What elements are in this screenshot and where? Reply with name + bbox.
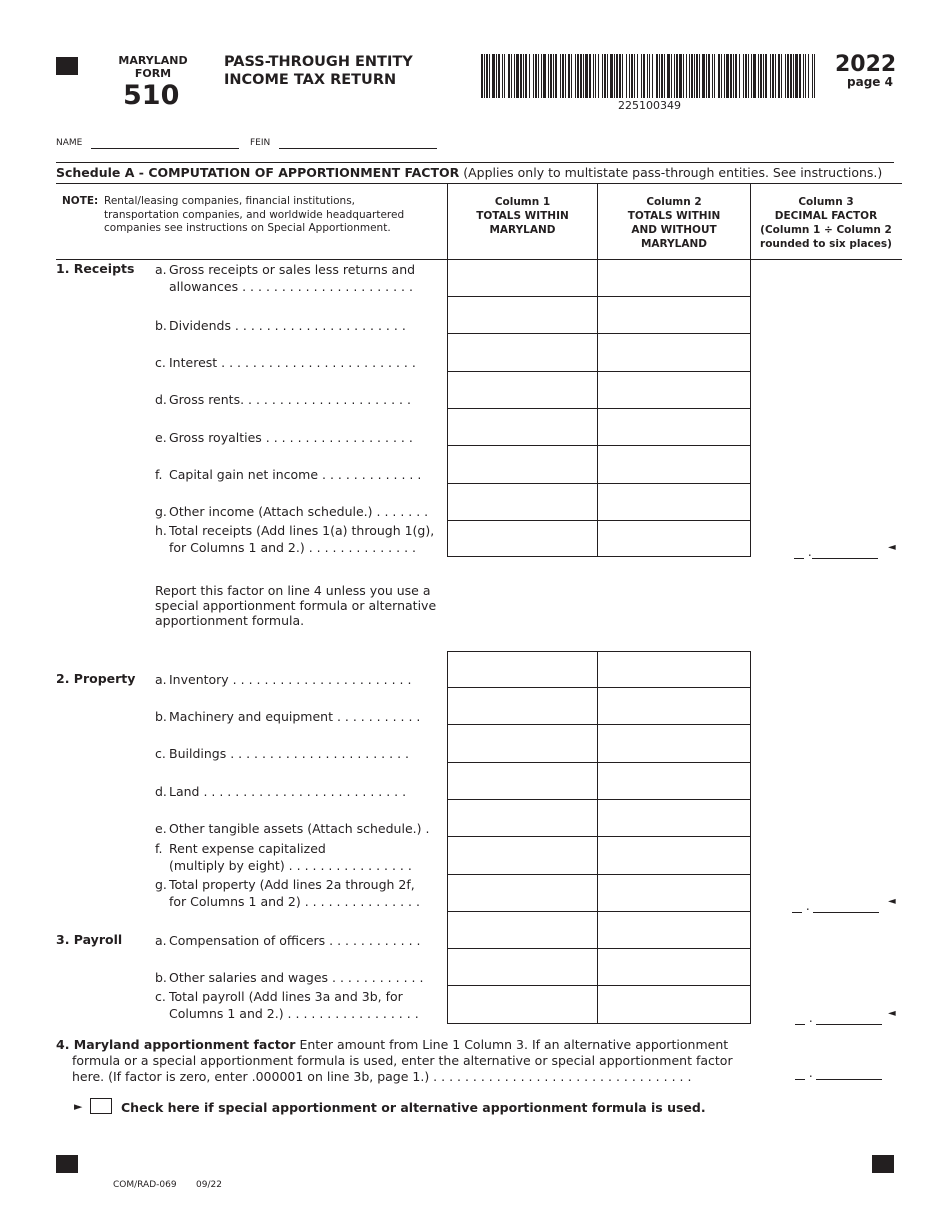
form-title-line2: INCOME TAX RETURN	[224, 72, 397, 88]
line-text: Machinery and equipment . . . . . . . . . . .	[169, 709, 421, 724]
barcode-bar	[562, 54, 564, 98]
barcode-bar	[616, 54, 618, 98]
report-note-line: Report this factor on line 4 unless you use a	[155, 583, 431, 598]
pointer-left-icon: ◄	[888, 1008, 896, 1019]
barcode-bar	[748, 54, 749, 98]
name-field[interactable]	[91, 136, 239, 149]
barcode-bar	[585, 54, 588, 98]
line-letter: d.	[155, 392, 167, 407]
schedule-title	[56, 165, 882, 180]
barcode-bar	[641, 54, 642, 98]
note-label: NOTE:	[62, 195, 99, 207]
column-header-line: AND WITHOUT	[631, 224, 717, 236]
barcode-bar	[496, 54, 497, 98]
registration-mark-top-left	[56, 57, 78, 75]
barcode-bar	[607, 54, 608, 98]
receipts-1e-col1[interactable]	[447, 408, 598, 446]
special-apportionment-checkbox[interactable]	[90, 1098, 112, 1114]
barcode-bar	[706, 54, 707, 98]
payroll-3b-col1[interactable]	[447, 948, 598, 986]
barcode-bar	[577, 54, 579, 98]
barcode-bar	[481, 54, 483, 98]
line-letter: f.	[155, 841, 163, 856]
property-line-a	[155, 671, 411, 688]
receipts-line-f	[155, 466, 421, 483]
barcode-bar	[778, 54, 780, 98]
payroll-3b-col2[interactable]	[597, 948, 751, 986]
line-text-cont: (multiply by eight) . . . . . . . . . . . . . . . .	[169, 858, 412, 873]
barcode-bar	[541, 54, 542, 98]
line-letter: a.	[155, 933, 167, 948]
column-header-line: Column 1	[494, 196, 551, 208]
barcode-bar	[808, 54, 809, 98]
barcode-bar	[656, 54, 658, 98]
barcode-bar	[511, 54, 512, 98]
line-text: Other income (Attach schedule.) . . . . . . .	[169, 504, 429, 519]
barcode-bar	[614, 54, 615, 98]
property-2b-col2[interactable]	[597, 687, 751, 725]
barcode-bar	[803, 54, 804, 98]
property-2g-col2[interactable]	[597, 874, 751, 912]
line4-text: Enter amount from Line 1 Column 3. If an alternative apportionment	[295, 1037, 729, 1052]
barcode-bar	[787, 54, 789, 98]
line4-text: here. (If factor is zero, enter .000001 on line 3b, page 1.) . . . . . . . . . . . . . . . . . . . . . . . . . . . . . . . . .	[72, 1069, 692, 1084]
factor-integer-blank	[795, 1069, 805, 1080]
barcode-bar	[610, 54, 613, 98]
barcode-bar	[721, 54, 722, 98]
column-3-header	[751, 195, 901, 251]
line-letter: c.	[155, 989, 166, 1004]
line4-factor-field[interactable]	[795, 1066, 882, 1080]
barcode-bar	[580, 54, 582, 98]
receipts-1d-col1[interactable]	[447, 371, 598, 409]
barcode-bar	[555, 54, 557, 98]
barcode-bar	[679, 54, 682, 98]
property-2c-col1[interactable]	[447, 724, 598, 763]
line-letter: c.	[155, 355, 166, 370]
column-header-line: DECIMAL FACTOR	[774, 210, 878, 222]
barcode-bar	[686, 54, 687, 98]
column-2-header	[598, 195, 750, 251]
barcode-bar	[484, 54, 485, 98]
page-number: page 4	[847, 75, 893, 89]
receipts-line-b	[155, 317, 406, 334]
property-2g-col1[interactable]	[447, 874, 598, 912]
barcode-bar	[664, 54, 665, 98]
barcode-bar	[696, 54, 698, 98]
barcode-bar	[583, 54, 584, 98]
receipts-line-c	[155, 354, 416, 371]
line-text: Compensation of officers . . . . . . . . . . . .	[169, 933, 421, 948]
property-line-f	[155, 840, 412, 874]
barcode-bar	[649, 54, 650, 98]
barcode-bar	[739, 54, 740, 98]
property-2c-col2[interactable]	[597, 724, 751, 763]
column-header-line: Column 3	[798, 196, 854, 208]
receipts-1d-col2[interactable]	[597, 371, 751, 409]
barcode-bar	[781, 54, 782, 98]
line-letter: g.	[155, 504, 167, 519]
column-header-line: TOTALS WITHIN	[476, 210, 569, 222]
line-letter: h.	[155, 523, 167, 538]
factor-decimal-blank	[812, 548, 878, 559]
barcode-bar	[671, 54, 672, 98]
barcode-bar	[520, 54, 522, 98]
line-text: Other tangible assets (Attach schedule.) .	[169, 821, 430, 836]
barcode-bar	[765, 54, 767, 98]
special-apportionment-label: Check here if special apportionment or alternative apportionment formula is used.	[121, 1100, 706, 1115]
decimal-point: .	[808, 1011, 813, 1025]
property-2f-col1[interactable]	[447, 836, 598, 875]
barcode-bar	[814, 54, 815, 98]
barcode-bar	[622, 54, 623, 98]
receipts-factor-field[interactable]	[794, 545, 878, 559]
property-line-c	[155, 745, 409, 762]
column-header-line: Column 2	[646, 196, 702, 208]
barcode-bar	[805, 54, 806, 98]
registration-mark-bottom-left	[56, 1155, 78, 1173]
property-2d-col2[interactable]	[597, 762, 751, 800]
property-2a-col2[interactable]	[597, 651, 751, 688]
receipts-1b-col1[interactable]	[447, 296, 598, 334]
registration-mark-bottom-right	[872, 1155, 894, 1173]
pointer-right-icon: ►	[74, 1100, 83, 1113]
payroll-line-b	[155, 969, 423, 986]
receipts-1h-col1[interactable]	[447, 520, 598, 557]
state-name: MARYLAND	[118, 54, 188, 67]
barcode-bar	[629, 54, 630, 98]
barcode-bar	[691, 54, 693, 98]
barcode-bar	[667, 54, 670, 98]
line-letter: f.	[155, 467, 163, 482]
barcode-bar	[514, 54, 515, 98]
barcode-bar	[548, 54, 549, 98]
barcode-bar	[674, 54, 675, 98]
form-state-label	[107, 54, 199, 80]
barcode-bar	[533, 54, 534, 98]
factor-decimal-blank	[816, 1069, 882, 1080]
receipts-label: 1. Receipts	[56, 261, 135, 276]
name-label: NAME	[56, 138, 83, 148]
barcode-bar	[724, 54, 725, 98]
line-letter: e.	[155, 821, 167, 836]
barcode-bar	[593, 54, 594, 98]
barcode-bar	[502, 54, 503, 98]
barcode-bar	[785, 54, 786, 98]
property-2a-col1[interactable]	[447, 651, 598, 688]
line-letter: b.	[155, 709, 167, 724]
barcode-bar	[730, 54, 732, 98]
note-text	[104, 195, 404, 236]
payroll-line-a	[155, 932, 421, 949]
barcode-bar	[604, 54, 606, 98]
barcode-bar	[659, 54, 660, 98]
barcode	[481, 54, 815, 98]
line-text: Land . . . . . . . . . . . . . . . . . . . . . . . . . .	[169, 784, 407, 799]
property-factor-field[interactable]	[792, 899, 879, 913]
form-title	[224, 53, 413, 89]
line-letter: c.	[155, 746, 166, 761]
column-1-header	[448, 195, 597, 237]
barcode-bar	[525, 54, 527, 98]
receipts-line-d	[155, 391, 411, 408]
line-text: Interest . . . . . . . . . . . . . . . . . . . . . . . . .	[169, 355, 416, 370]
report-note-line: special apportionment formula or alternative	[155, 598, 437, 613]
payroll-factor-field[interactable]	[795, 1011, 882, 1025]
barcode-bar	[676, 54, 678, 98]
barcode-bar	[760, 54, 762, 98]
receipts-1c-col1[interactable]	[447, 333, 598, 372]
barcode-bar	[575, 54, 576, 98]
barcode-bar	[595, 54, 596, 98]
schedule-title-note: (Applies only to multistate pass-through entities. See instructions.)	[459, 165, 883, 180]
line-text: Rent expense capitalized	[169, 841, 326, 856]
note-line: Rental/leasing companies, financial institutions,	[104, 195, 356, 207]
barcode-bar	[795, 54, 798, 98]
barcode-bar	[538, 54, 539, 98]
receipts-line-h	[155, 522, 434, 556]
barcode-bar	[647, 54, 648, 98]
barcode-bar	[498, 54, 500, 98]
payroll-3a-col2[interactable]	[597, 911, 751, 949]
line4-first-line	[56, 1037, 756, 1053]
column-header-line: (Column 1 ÷ Column 2	[760, 224, 892, 236]
line-letter: a.	[155, 672, 167, 687]
payroll-3a-col1[interactable]	[447, 911, 598, 949]
fein-label: FEIN	[250, 138, 271, 148]
line-text: Capital gain net income . . . . . . . . . . . . .	[169, 467, 422, 482]
payroll-line-c	[155, 988, 419, 1022]
barcode-bar	[565, 54, 566, 98]
fein-field[interactable]	[279, 136, 437, 149]
barcode-bar	[745, 54, 747, 98]
receipts-1a-col2[interactable]	[597, 259, 751, 297]
barcode-bar	[516, 54, 519, 98]
barcode-bar	[683, 54, 684, 98]
tax-year: 2022	[835, 52, 897, 77]
factor-decimal-blank	[813, 902, 879, 913]
barcode-bar	[799, 54, 801, 98]
form-title-line1: PASS-THROUGH ENTITY	[224, 54, 413, 70]
receipts-1b-col2[interactable]	[597, 296, 751, 334]
barcode-bar	[634, 54, 635, 98]
barcode-bar	[726, 54, 729, 98]
barcode-bar	[812, 54, 813, 98]
receipts-1f-col1[interactable]	[447, 445, 598, 484]
factor-integer-blank	[795, 1014, 805, 1025]
schedule-header-rule	[56, 183, 902, 184]
line-text: Total receipts (Add lines 1(a) through 1(g),	[169, 523, 435, 538]
report-factor-note	[155, 583, 436, 628]
barcode-bar	[770, 54, 771, 98]
barcode-bar	[733, 54, 734, 98]
barcode-bar	[504, 54, 505, 98]
decimal-point: .	[807, 545, 812, 559]
line-text: Inventory . . . . . . . . . . . . . . . . . . . . . . .	[169, 672, 412, 687]
receipts-1h-col2[interactable]	[597, 520, 751, 557]
receipts-line-g	[155, 503, 428, 520]
barcode-bar	[775, 54, 776, 98]
barcode-bar	[560, 54, 561, 98]
barcode-bar	[523, 54, 524, 98]
receipts-1g-col1[interactable]	[447, 483, 598, 521]
barcode-bar	[763, 54, 764, 98]
barcode-bar	[543, 54, 546, 98]
line-text: Other salaries and wages . . . . . . . . . . . .	[169, 970, 424, 985]
receipts-1c-col2[interactable]	[597, 333, 751, 372]
property-label: 2. Property	[56, 671, 136, 686]
line-text: Buildings . . . . . . . . . . . . . . . . . . . . . . .	[169, 746, 409, 761]
line4-apportionment-factor	[56, 1037, 756, 1085]
form-word: FORM	[134, 67, 172, 80]
receipts-1f-col2[interactable]	[597, 445, 751, 484]
column-header-line: MARYLAND	[640, 238, 707, 250]
barcode-bar	[619, 54, 621, 98]
barcode-bar	[689, 54, 690, 98]
line-text-cont: for Columns 1 and 2) . . . . . . . . . . . . . . .	[169, 894, 420, 909]
barcode-bar	[529, 54, 530, 98]
barcode-bar	[790, 54, 792, 98]
barcode-bar	[550, 54, 552, 98]
line4-text: formula or a special apportionment formula is used, enter the alternative or special apportionment factor	[72, 1053, 733, 1068]
barcode-bar	[602, 54, 603, 98]
line-text: Gross receipts or sales less returns and	[169, 262, 416, 277]
pointer-left-icon: ◄	[888, 542, 896, 553]
property-line-g	[155, 876, 420, 910]
column-header-line: MARYLAND	[489, 224, 556, 236]
line-letter: b.	[155, 318, 167, 333]
property-line-b	[155, 708, 420, 725]
property-line-e	[155, 820, 429, 837]
barcode-bar	[553, 54, 554, 98]
receipts-1e-col2[interactable]	[597, 408, 751, 446]
decimal-point: .	[805, 899, 810, 913]
barcode-bar	[652, 54, 653, 98]
barcode-bar	[743, 54, 744, 98]
factor-decimal-blank	[816, 1014, 882, 1025]
barcode-bar	[753, 54, 756, 98]
line-text: Dividends . . . . . . . . . . . . . . . . . . . . . .	[169, 318, 406, 333]
barcode-bar	[631, 54, 633, 98]
factor-integer-blank	[794, 548, 804, 559]
barcode-bar	[758, 54, 759, 98]
barcode-bar	[772, 54, 774, 98]
barcode-bar	[751, 54, 752, 98]
line-letter: a.	[155, 262, 167, 277]
column-header-line: TOTALS WITHIN	[627, 210, 721, 222]
barcode-bar	[486, 54, 488, 98]
barcode-bar	[661, 54, 663, 98]
payroll-label: 3. Payroll	[56, 932, 123, 947]
barcode-number: 225100349	[618, 99, 681, 112]
receipts-line-e	[155, 429, 413, 446]
barcode-bar	[589, 54, 591, 98]
line-text: Gross rents. . . . . . . . . . . . . . . . . . . . . .	[169, 392, 411, 407]
line4-label: 4. Maryland apportionment factor	[56, 1037, 296, 1052]
form-number: 510	[123, 80, 180, 111]
note-line: companies see instructions on Special Apportionment.	[104, 222, 391, 234]
property-2e-col2[interactable]	[597, 799, 751, 837]
barcode-bar	[793, 54, 794, 98]
barcode-bar	[708, 54, 710, 98]
property-2f-col2[interactable]	[597, 836, 751, 875]
barcode-bar	[643, 54, 645, 98]
factor-integer-blank	[792, 902, 802, 913]
barcode-bar	[568, 54, 570, 98]
schedule-title-bold: Schedule A - COMPUTATION OF APPORTIONMENT FACTOR	[56, 165, 460, 180]
property-line-d	[155, 783, 406, 800]
receipts-line-a	[155, 261, 415, 295]
property-2e-col1[interactable]	[447, 799, 598, 837]
barcode-bar	[702, 54, 705, 98]
line-letter: g.	[155, 877, 167, 892]
payroll-3c-col2[interactable]	[597, 985, 751, 1024]
line-letter: d.	[155, 784, 167, 799]
barcode-bar	[718, 54, 720, 98]
schedule-top-rule	[56, 162, 894, 163]
barcode-bar	[571, 54, 572, 98]
receipts-1g-col2[interactable]	[597, 483, 751, 521]
barcode-bar	[714, 54, 715, 98]
payroll-3c-col1[interactable]	[447, 985, 598, 1024]
barcode-bar	[626, 54, 627, 98]
barcode-bar	[598, 54, 599, 98]
barcode-bar	[712, 54, 713, 98]
property-2d-col1[interactable]	[447, 762, 598, 800]
pointer-left-icon: ◄	[888, 896, 896, 907]
line-text-cont: for Columns 1 and 2.) . . . . . . . . . . . . . .	[169, 540, 416, 555]
line-letter: e.	[155, 430, 167, 445]
report-note-line: apportionment formula.	[155, 613, 305, 628]
property-2b-col1[interactable]	[447, 687, 598, 725]
barcode-bar	[489, 54, 490, 98]
form-revision: 09/22	[196, 1180, 222, 1190]
barcode-bar	[699, 54, 700, 98]
line-text: Total payroll (Add lines 3a and 3b, for	[169, 989, 403, 1004]
line-letter: b.	[155, 970, 167, 985]
barcode-bar	[694, 54, 695, 98]
note-line: transportation companies, and worldwide headquartered	[104, 208, 405, 221]
line-text: Total property (Add lines 2a through 2f,	[169, 877, 415, 892]
line-text: Gross royalties . . . . . . . . . . . . . . . . . . .	[169, 430, 413, 445]
line-text-cont: allowances . . . . . . . . . . . . . . . . . . . . . .	[169, 279, 413, 294]
receipts-1a-col1[interactable]	[447, 259, 598, 297]
barcode-bar	[735, 54, 737, 98]
barcode-bar	[508, 54, 510, 98]
column-header-line: rounded to six places)	[760, 238, 892, 250]
decimal-point: .	[808, 1066, 813, 1080]
barcode-bar	[535, 54, 537, 98]
form-code: COM/RAD-069	[113, 1180, 177, 1190]
barcode-bar	[492, 54, 495, 98]
barcode-bar	[637, 54, 638, 98]
line-text-cont: Columns 1 and 2.) . . . . . . . . . . . . . . . . .	[169, 1006, 419, 1021]
